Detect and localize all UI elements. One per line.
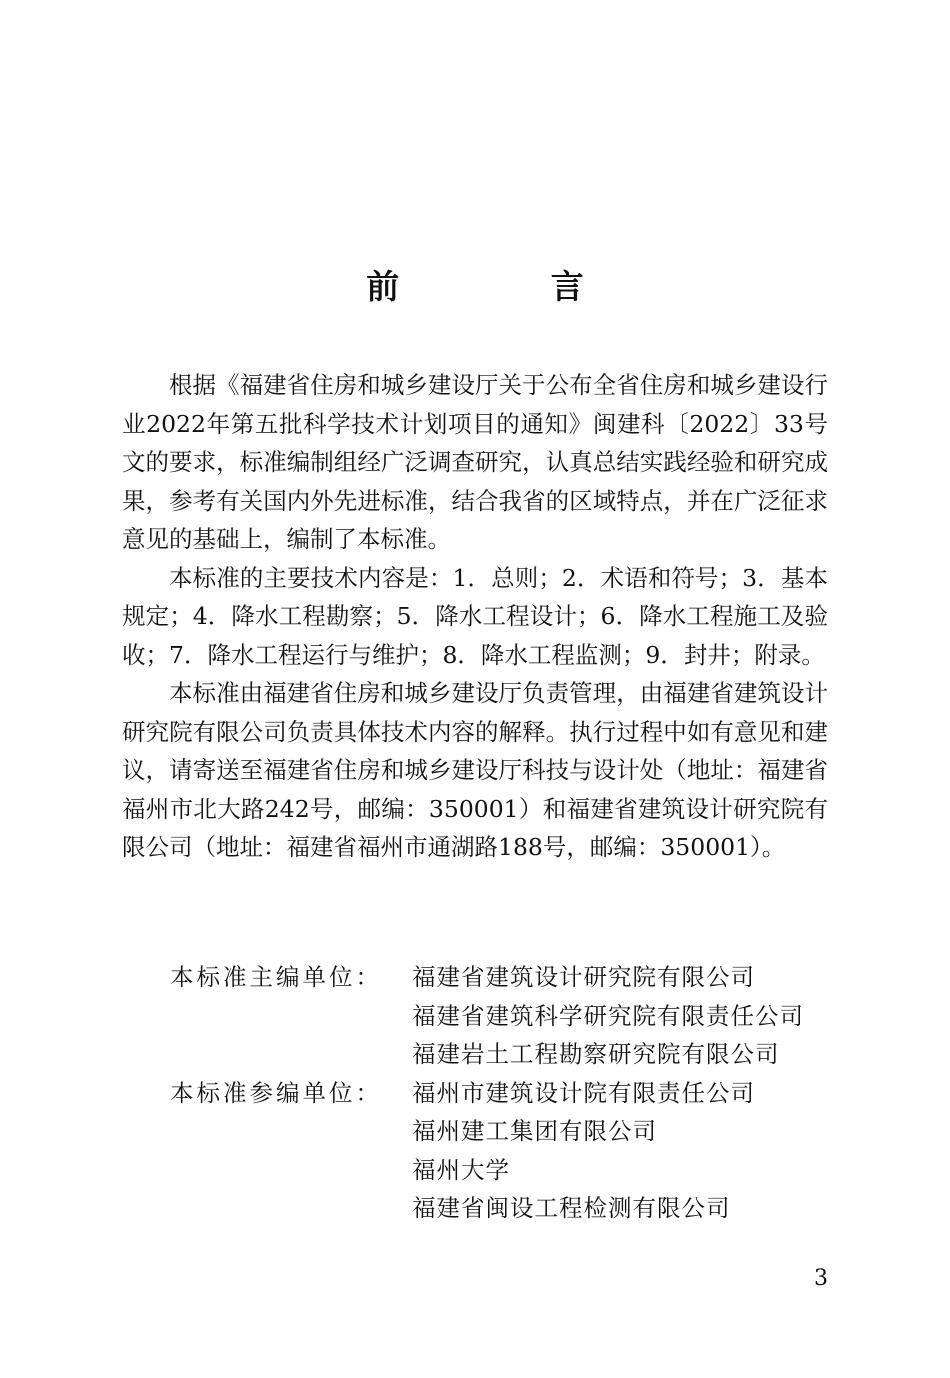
chief-units-group [170,958,804,1074]
list-item: 福建岩土工程勘察研究院有限公司 [412,1040,780,1068]
list-item: 福州市建筑设计院有限责任公司 [412,1078,755,1107]
paragraph-main-content: 本标准的主要技术内容是：1．总则；2．术语和符号；3．基本规定；4．降水工程勘察；5．降水工程设计；6．降水工程施工及验收；7．降水工程运行与维护；8．降水工程监测；9．封井；附录。 [122,563,828,669]
list-item: 福建省建筑设计研究院有限公司 [412,963,755,991]
chief-units-list [412,958,804,1074]
list-item: 福州建工集团有限公司 [412,1117,657,1145]
preface-body [122,366,828,867]
page-title: 前 言 [366,267,654,306]
page-number: 3 [814,1266,828,1291]
chief-units-label: 本标准主编单位： [170,963,382,991]
compiling-units [170,958,804,1228]
list-item: 福建省闽设工程检测有限公司 [412,1194,731,1222]
participating-units-label: 本标准参编单位： [170,1078,382,1107]
paragraph-basis: 根据《福建省住房和城乡建设厅关于公布全省住房和城乡建设行业2022年第五批科学技术计划项目的通知》闽建科〔2022〕33号文的要求，标准编制组经广泛调查研究，认真总结实践经验和研究成果，参考有关国内外先进标准，结合我省的区域特点，并在广泛征求意见的基础上，编制了本标准。 [122,371,828,553]
list-item: 福州大学 [412,1155,510,1184]
participating-units-group [170,1074,804,1228]
paragraph-management: 本标准由福建省住房和城乡建设厅负责管理，由福建省建筑设计研究院有限公司负责具体技术内容的解释。执行过程中如有意见和建议，请寄送至福建省住房和城乡建设厅科技与设计处（地址：福建省福州市北大路242号，邮编：350001）和福建省建筑设计研究院有限公司（地址：福建省福州市通湖路188号，邮编：350001）。 [122,679,828,861]
list-item: 福建省建筑科学研究院有限责任公司 [412,1001,804,1030]
participating-units-list [412,1074,755,1228]
